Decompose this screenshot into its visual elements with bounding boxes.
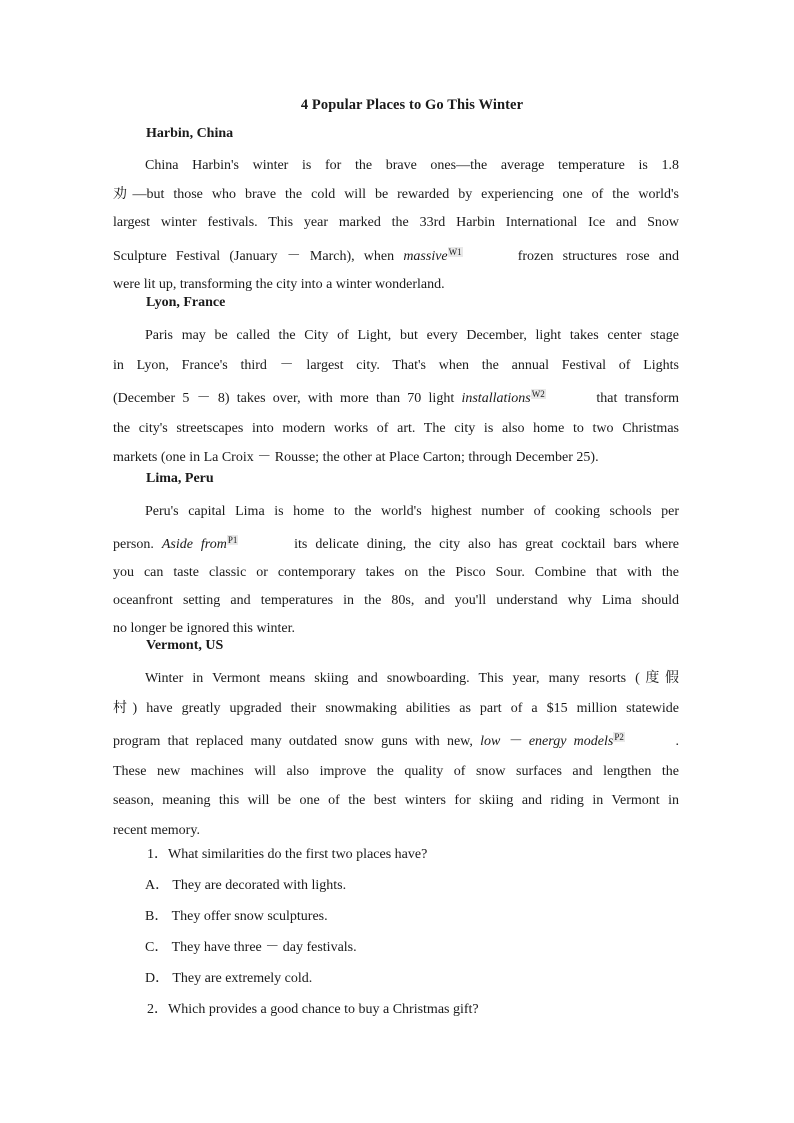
text-line: you can taste classic or contemporary takes on the Pisco Sour. Combine that with the bbox=[113, 565, 679, 580]
answer-option-b[interactable]: B． They offer snow sculptures. bbox=[145, 909, 328, 924]
text-line: Paris may be called the City of Light, but every December, light takes center stage bbox=[145, 328, 679, 343]
section-heading-lima: Lima, Peru bbox=[146, 471, 214, 486]
text-line: season, meaning this will be one of the best winters for skiing and riding in Vermont in bbox=[113, 793, 679, 808]
answer-option-d[interactable]: D． They are extremely cold. bbox=[145, 971, 313, 986]
text-line: were lit up, transforming the city into a winter wonderland. bbox=[113, 277, 445, 292]
text-line: frozen structures rose and bbox=[517, 248, 679, 264]
vocab-term: Aside from bbox=[161, 537, 227, 552]
vocab-marker: P2 bbox=[614, 732, 624, 742]
answer-option-c[interactable]: C． They have three － day festivals. bbox=[145, 940, 357, 955]
answer-option-a[interactable]: A． They are decorated with lights. bbox=[145, 878, 347, 893]
section-paragraph-vermont bbox=[113, 664, 679, 845]
text-line: in Lyon, France's third － largest city. That's when the annual Festival of Lights bbox=[113, 357, 679, 373]
document-title: 4 Popular Places to Go This Winter bbox=[300, 97, 524, 113]
text-line: China Harbin's winter is for the brave ones—the average temperature is 1.8 bbox=[145, 158, 679, 173]
vocab-marker: W1 bbox=[448, 246, 462, 257]
section-heading-vermont: Vermont, US bbox=[146, 638, 224, 653]
text-line: Peru's capital Lima is home to the world's highest number of cooking schools per bbox=[145, 504, 679, 519]
section-heading-harbin: Harbin, China bbox=[146, 126, 234, 141]
text-line: the city's streetscapes into modern works of art. The city is also home to two Christmas bbox=[113, 420, 679, 436]
vocab-marker: P1 bbox=[227, 535, 238, 545]
vocab-term: massive bbox=[403, 248, 448, 264]
vocab-marker: W2 bbox=[531, 389, 545, 399]
text-line: no longer be ignored this winter. bbox=[113, 621, 295, 636]
text-line: These new machines will also improve the quality of snow surfaces and lengthen the bbox=[113, 763, 679, 779]
question-stem: 2．Which provides a good chance to buy a Christmas gift? bbox=[147, 1002, 479, 1017]
text-line: person. bbox=[113, 537, 154, 552]
text-line: 村) have greatly upgraded their snowmaking abilities as part of a $15 million statewide bbox=[113, 700, 679, 716]
text-line: (December 5 － 8) takes over, with more than 70 light bbox=[113, 391, 455, 406]
section-paragraph-lyon bbox=[113, 321, 679, 473]
vocab-term: low － energy models bbox=[480, 734, 614, 749]
section-heading-lyon: Lyon, France bbox=[146, 295, 226, 310]
vocab-term: installations bbox=[461, 391, 531, 406]
text-line: its delicate dining, the city also has great cocktail bars where bbox=[294, 537, 680, 552]
text-line: largest winter festivals. This year marked the 33rd Harbin International Ice and Snow bbox=[113, 215, 679, 230]
text-line: program that replaced many outdated snow guns with new, bbox=[113, 734, 473, 749]
text-line: Sculpture Festival (January － March), when bbox=[113, 248, 395, 264]
text-line: markets (one in La Croix － Rousse; the other at Place Carton; through December 25). bbox=[113, 450, 599, 465]
text-line: recent memory. bbox=[113, 822, 200, 838]
text-line: that transform bbox=[596, 391, 680, 406]
question-stem: 1．What similarities do the first two places have? bbox=[147, 847, 428, 862]
text-line: 劝—but those who brave the cold will be rewarded by experiencing one of the world's bbox=[113, 186, 679, 202]
text-line: . bbox=[675, 734, 680, 749]
text-line: oceanfront setting and temperatures in the 80s, and you'll understand why Lima should bbox=[113, 593, 679, 608]
text-line: Winter in Vermont means skiing and snowboarding. This year, many resorts (度假 bbox=[145, 671, 679, 686]
section-paragraph-lima bbox=[113, 498, 679, 643]
section-paragraph-harbin bbox=[113, 152, 679, 300]
